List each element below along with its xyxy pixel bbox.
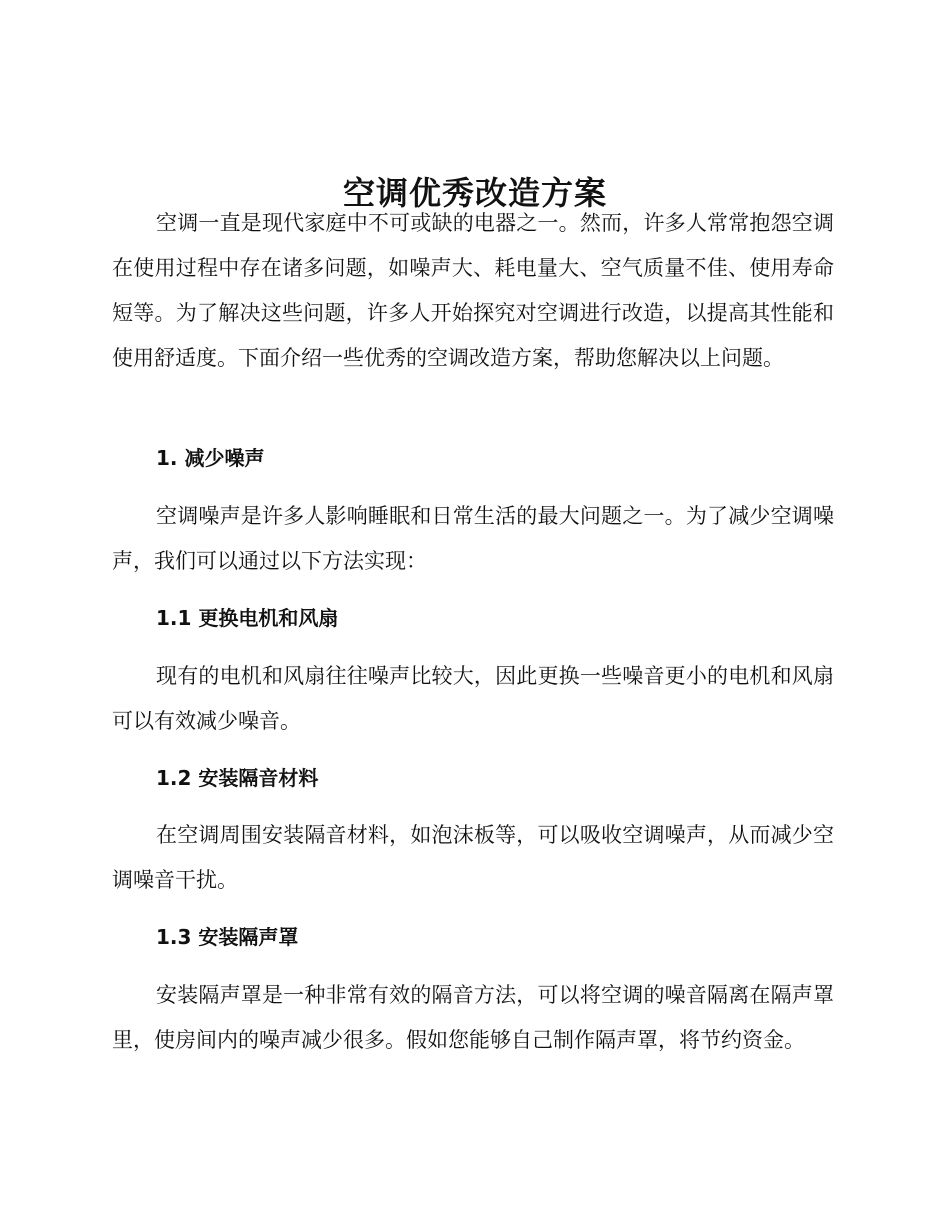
section-paragraph-1: 空调噪声是许多人影响睡眠和日常生活的最大问题之一。为了减少空调噪声，我们可以通过以下方法实现： [112, 504, 834, 573]
section-heading-1-2: 1.2 安装隔音材料 [156, 766, 319, 790]
section-paragraph-1-2: 在空调周围安装隔音材料，如泡沫板等，可以吸收空调噪声，从而减少空调噪音干扰。 [112, 823, 834, 892]
section-heading-1-3: 1.3 安装隔声罩 [156, 925, 299, 949]
document-title: 空调优秀改造方案 [342, 174, 607, 213]
intro-paragraph: 空调一直是现代家庭中不可或缺的电器之一。然而，许多人常常抱怨空调在使用过程中存在诸多问题，如噪声大、耗电量大、空气质量不佳、使用寿命短等。为了解决这些问题，许多人开始探究对空调进行改造，以提高其性能和使用舒适度。下面介绍一些优秀的空调改造方案，帮助您解决以上问题。 [112, 211, 834, 370]
section-paragraph-1-3: 安装隔声罩是一种非常有效的隔音方法，可以将空调的噪音隔离在隔声罩里，使房间内的噪声减少很多。假如您能够自己制作隔声罩，将节约资金。 [112, 983, 834, 1052]
section-heading-1-1: 1.1 更换电机和风扇 [156, 606, 339, 630]
section-paragraph-1-1: 现有的电机和风扇往往噪声比较大，因此更换一些噪音更小的电机和风扇可以有效减少噪音。 [112, 664, 834, 733]
section-heading-1: 1. 减少噪声 [156, 446, 265, 470]
